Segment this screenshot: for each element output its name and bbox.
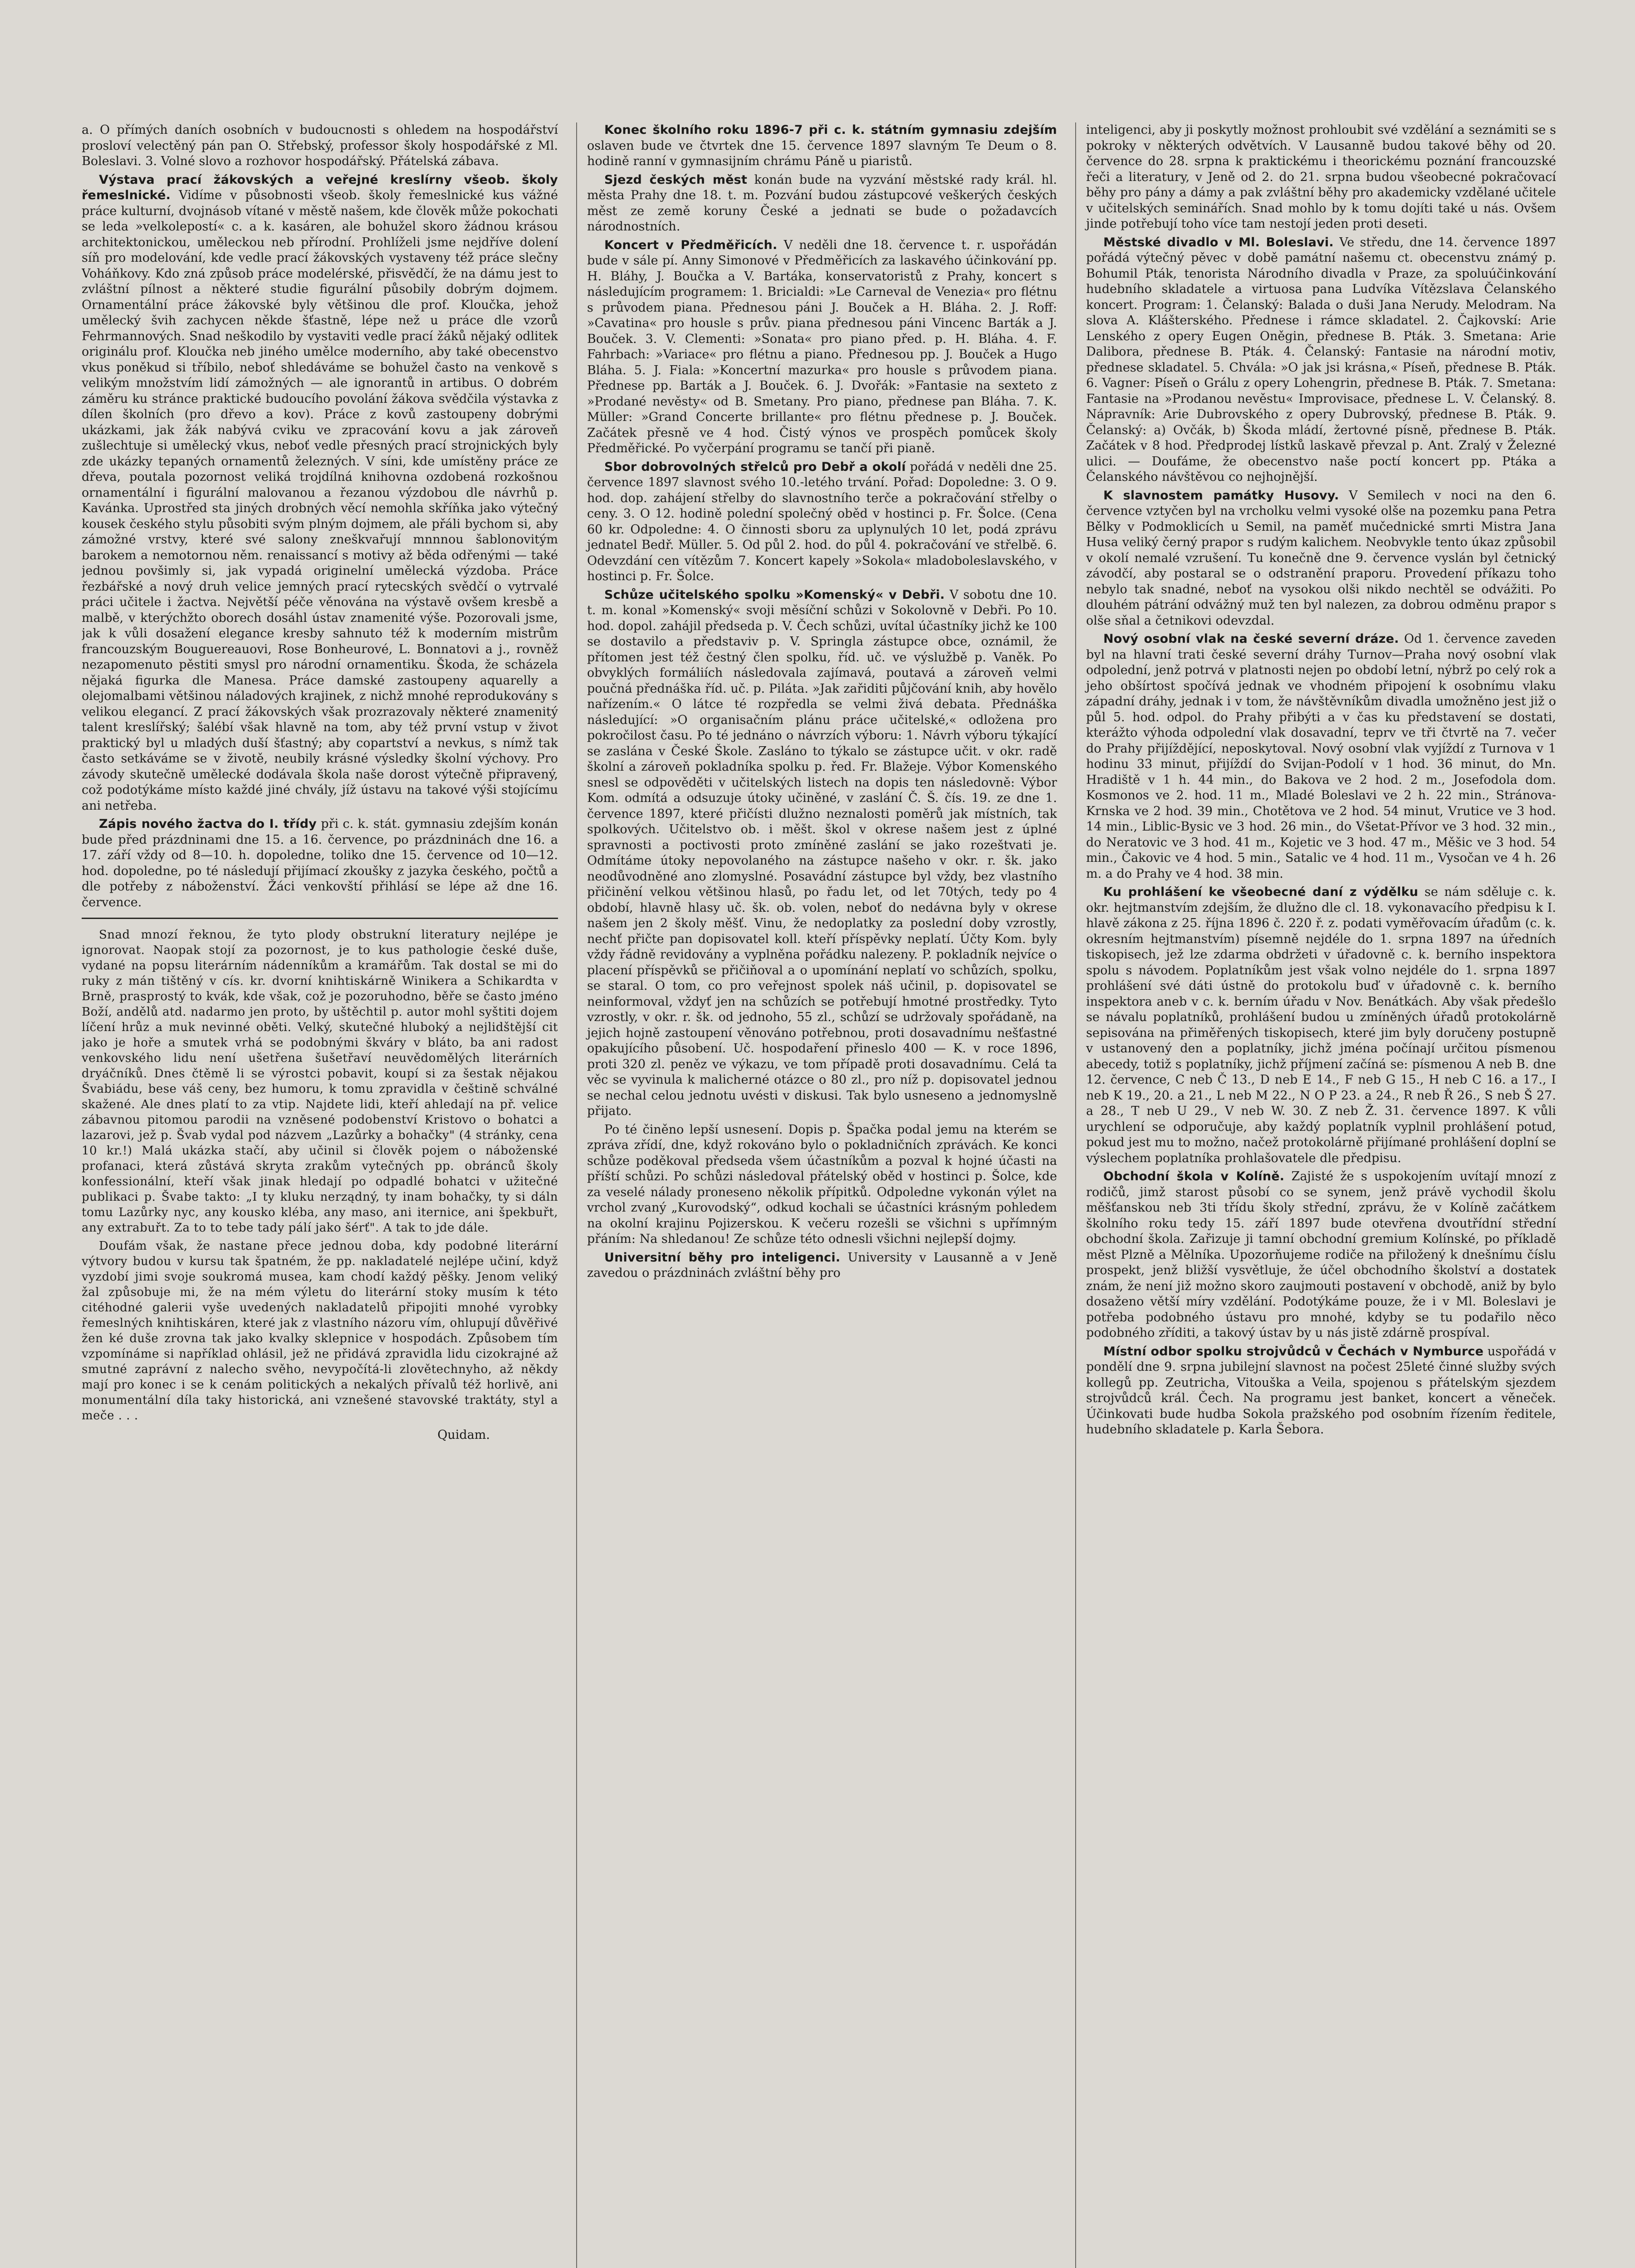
article-heading: K slavnostem památky Husovy. bbox=[1103, 488, 1339, 503]
article-heading: Sjezd českých měst bbox=[604, 172, 748, 187]
article-body: oslaven bude ve čtvrtek dne 15. července 1897 slavným Te Deum o 8. hodině ranní v gymnasijním chrámu Páně u piaristů. bbox=[587, 138, 1057, 168]
article-body: Vidíme v působnosti všeob. školy řemeslnické kus vážné práce kulturní, dvojnásob vítané v městě našem, kde člověk může pokochati se leda »velkolepostí« c. a k. kasáren, ale bohužel skoro žádnou krásou architektonickou, uměleckou neb přírodní. Prohlíželi jsme nejdříve dolení síň pro modelování, kde vedle prací žákovských vystaveny též práce slečny Voháňkovy. Kdo zná způsob práce modelérské, přisvědčí, že na dámu jest to zvláštní pílnost a některé studie figurální působily dobrým dojmem. Ornamentální práce žákovské byly většinou dle prof. Kloučka, jehož umělecký švih zachycen někde šťastně, lépe než u práce dle vzorů Fehrmannových. Snad neškodilo by vystaviti vedle prací žáků nějaký odlitek originálu prof. Kloučka neb jiného umělce moderního, aby také obecenstvo vkus poněkud si tříbilo, neboť shledáváme se bohužel často na venkově s velikým množstvím lidí zámožných — ale ignorantů in artibus. O dobrém záměru ku stránce praktické budoucího povolání žákova svědčila výstavka z dílen školních (pro dřevo a kov). Práce z kovů zastoupeny dobrými ukázkami, jak žák nabývá cviku ve zpracování kovu a jak zároveň zušlechtuje si umělecký vkus, neboť vedle přesných prací strojnických byly zde ukázky tepaných ornamentů železných. V síni, kde umístěny práce ze dřeva, poutala pozornost veliká trojdílná knihovna ozdobená rozkošnou ornamentální i figurální malovanou a řezanou výzdobou dle návrhů p. Kavánka. Uprostřed sta jiných drobných věcí nemohla skříňka jako výtečný kousek českého stylu působiti svým plným dojmem, ale přáli bychom si, aby zámožné vrstvy, které své salony zneškvařují mnnnou šablonovitým barokem a nemotornou něm. renaissancí s motivy až běda odřenými — také jednou povšimly si, jak vypadá originelní umělecká výzdoba. Práce řezbářské a nový druh velice jemných prací rytecských svědčí o vytrvalé práci učitele i žactva. Největší péče věnována na výstavě ovšem kresbě a malbě, v kterýchžto oborech dosáhl ústav znamenité výše. Pozorovali jsme, jak k vůli dosažení elegance kresby sahnuto též k moderním mistrům francouzským Bouguereauovi, Rose Bonheurové, L. Bonnatovi a j., rovněž nezapomenuto pěstiti smysl pro národní ornamentiku. Škoda, že scházela nějaká figurka dle Manesa. Práce damské zastoupeny aquarelly a olejomalbami většinou náladových krajinek, z nichž mnohé reprodukovány s velikou elegancí. Z prací žákovských však prozrazovaly některé znamenitý talent kreslířský; šalébí však hlavně na tom, aby též první vstup v život praktický byl u mladých duší šťastný; aby copartství a nevkus, s nímž tak často setkáváme se v životě, neubily krásné výsledky školní výchovy. Pro závody skutečně umělecké dodávala škola naše dorost výtečně připravený, což podotýkáme místo každé jiné chvály, jíž ústavu na takové výši stojícímu ani netřeba. bbox=[82, 188, 558, 813]
feuilleton bbox=[82, 927, 558, 1442]
column-1 bbox=[82, 122, 558, 2268]
article-continuation: inteligenci, aby ji poskytly možnost prohloubit své vzdělání a seznámiti se s pokroky v některých odvětvích. V Lausanně budou takové běhy od 20. července do 28. srpna k praktickému i theorickému poznání francouzské řeči a literatury, v Jeně od 2. do 21. srpna budou všeobecné pokračovací běhy pro pány a dámy a pak zvláštní běhy pro akademicky vzdělané učitele v učitelských seminářích. Snad mohlo by k tomu dojíti také u nás. Ovšem jinde potřebují toho více tam nestojí jeden proti deseti. bbox=[1086, 123, 1556, 231]
article-body: konán bude na vyzvání městské rady král. hl. města Prahy dne 18. t. m. Pozvání budou zástupcové veškerých českých měst ze země koruny České a jednati se bude o požadavcích národnostních. bbox=[587, 172, 1057, 234]
article-body: se nám sděluje c. k. okr. hejtmanstvím zdejším, že dlužno dle cl. 18. vykonavacího předpisu k I. hlavě zákona z 25. října 1896 č. 220 ř. z. podati vyměřovacím úřadům (c. k. okresním hejtmanstvím) písemně nejdéle do 1. srpna 1897 na úředních tiskopisech, jež lze zdarma obdržeti v úřadovně c. k. berního inspektora spolu s návodem. Poplatníkům jest však volno nejdéle do 1. srpna 1897 prohlášení své dáti ústně do protokolu buď v úřadovně c. k. berního inspektora aneb v c. k. berním úřadu v Nov. Benátkách. Aby však předešlo se návalu poplatníků, prohlášení budou u zmíněných úřadů protokolárně sepisována na přiměřených tiskopisech, které jim byly doručeny postupně v ustanovený den a poplatníky, jichž jména počínají určitou písmenou abecedy, totiž s poplatníky, jichž příjmení začíná se: písmenou A neb B. dne 12. července, C neb Č 13., D neb E 14., F neb G 15., H neb C 16. a 17., I neb K 19., 20. a 21., L neb M 22., N O P 23. a 24., R neb Ř 26., S neb Š 27. a 28., T neb U 29., V neb W. 30. Z neb Ž. 31. července 1897. K vůli urychlení se odporučuje, aby každý poplatník vyplnil prohlášení potud, pokud jest mu to možno, načež protokolárně přijímané prohlášení doplní se výslechem poplatníka prohlašovatele dle předpisu. bbox=[1086, 885, 1556, 1165]
article-business-school bbox=[1086, 1169, 1556, 1341]
article-heading: Koncert v Předměřicích. bbox=[604, 238, 778, 252]
article-heading: Městské divadlo v Ml. Boleslavi. bbox=[1103, 235, 1334, 249]
article-heading: Schůze učitelského spolku »Komenský« v Debři. bbox=[604, 587, 945, 602]
article-body: University v Lausanně a v Jeně zavedou o prázdninách zvláštní běhy pro bbox=[587, 1250, 1057, 1280]
article-tax-declaration bbox=[1086, 885, 1556, 1166]
article-heading: Konec školního roku 1896-7 při c. k. státním gymnasiu zdejším bbox=[604, 123, 1057, 137]
article-riflemen bbox=[587, 459, 1057, 585]
article-body: V sobotu dne 10. t. m. konal »Komenský« svoji měsíční schůzi v Sokolovně v Debři. Po 10. hod. dopol. zahájil předseda p. V. Čech schůzi, uvítal účastníky jichž ke 100 se dostavilo a představiv p. V. Springla zástupce obce, oznámil, že přítomen jest též čestný člen spolku, říd. uč. ve výslužbě p. Vaněk. Po obvyklých formáliích následovala zajímavá, poutavá a zároveň velmi poučná přednáška říd. uč. p. Piláta. »Jak zařiditi půjčování knih, aby hovělo nařízením.« O látce té rozpředla se velmi živá debata. Přednáška následující: »O organisačním plánu práce učitelské,« odložena pro pokročilost času. Po té jednáno o návrzích výboru: 1. Návrh výboru týkající se zaslána v České Škole. Zasláno to týkalo se zástupce učit. v okr. radě školní a zároveň pokladníka spolku p. řed. Fr. Blažeje. Výbor Komenského snesl se odpověděti v učitelských listech na dopis ten následovně: Výbor Kom. odmítá a odsuzuje útoky učiněné, v zaslání Č. Š. čís. 19. ze dne 1. července 1897, které přičísti dlužno neznalosti poměrů jak místních, tak spolkových. Učitelstvo ob. i měšt. škol v okrese našem jest z úplné spravnosti a poctivosti proto zmíněné zaslání se jako rozeštvati je. Odmítáme útoky nepovolaného na zástupce našeho v okr. r. šk. jako neodůvodněné ano zlomyslné. Posavádní zástupce byl vždy, bez vlastního přičinění velkou většinou hlasů, po řadu let, od let 70tých, tedy po 4 období, hlavně hlasy uč. šk. ob. volen, neboť do nedávna byly v okrese našem jen 2 školy měšť. Vinu, že nedoplatky za poslední doby vzrostly, nechť přičte pan dopisovatel koll. kteří příspěvky neplatí. Účty Kom. byly vždy řádně revidovány a vyplněna pořádku nalezeny. P. pokladník nejvíce o placení příspěvků se přičiňoval a o upomínání neplatí vo schůzích, spolku, se staral. O tom, co pro veřejnost spolek náš učinil, p. dopisovatel se neinformoval, vždyť jen na schůzích se potřebují hmotné prostředky. Tyto vzrostly, v okr. r. šk. od jednoho, 55 zl., schůzí se udržovaly spořádaně, na jejich hojně zastoupení věnováno potřebnou, proti dosavadnímu nešťastné opakujícího působení. Uč. hospodaření přineslo 400 — K. v roce 1896, proti 320 zl. peněz ve výkazu, ve tom případě proti dosavadnímu. Celá ta věc se vyvinula k malicherné otázce o 80 zl., pro níž p. dopisovatel jednou se nechal celou jednotu uvésti v diskusi. Tak bylo usneseno a jednomyslně přijato. bbox=[587, 587, 1057, 1118]
column-3 bbox=[1075, 122, 1556, 2268]
article-heading: Obchodní škola v Kolíně. bbox=[1103, 1169, 1285, 1183]
article-exhibition bbox=[82, 172, 558, 814]
article-body: Ve středu, dne 14. července 1897 pořádá výtečný pěvec v době památní našemu ct. obecenstvu známý p. Bohumil Pták, tenorista Národního divadla v Praze, za spoluúčinkování hudebního skladatele a virtuosa pana Ludvíka Vítězslava Čelanského koncert. Program: 1. Čelanský: Balada o duši Jana Nerudy. Melodram. Na slova A. Klášterského. Přednese i rámce skladatel. 2. Čajkovskí: Arie Lenského z opery Eugen Oněgin, přednese B. Pták. 3. Smetana: Arie Dalibora, přednese B. Pták. 4. Čelanský: Fantasie na národní motiv, přednese skladatel. 5. Chvála: »O jak jsi krásna,« Píseň, přednese B. Pták. 6. Vagner: Píseň o Grálu z opery Lohengrin, přednese B. Pták. 7. Smetana: Fantasie na »Prodanou nevěstu« Improvisace, přednese L. V. Čelanský. 8. Nápravník: Arie Dubrovského z opery Dubrovský, přednese B. Pták. 9. Čelanský: a) Ovčák, b) Škoda mládí, žertovné písně, přednese B. Pták. Začátek v 8 hod. Předprodej lístků laskavě převzal p. Ant. Zralý v Železné ulici. — Doufáme, že obecenstvo naše poctí koncert pp. Ptáka a Čelanského návštěvou co nejhojnější. bbox=[1086, 235, 1556, 484]
feuilleton-paragraph: Snad mnozí řeknou, že tyto plody obstrukní literatury nejlépe je ignorovat. Naopak stojí za pozornost, je to kus pathologie české duše, vydané na popsu literárním nádenníkům a kramářům. Tak dostal se mi do ruky z mán tištěný v cís. kr. dvorní knihtiskárně Winikera a Schikardta v Brně, prasprostý to kvák, kde však, což je pozoruhodno, běře se často jméno Boží, andělů atd. nadarmo jen proto, by uštěchtil p. autor mohl syštiti dojem líčení hrůz a muk nevinné oběti. Velký, skutečné hluboký a nejlidštější cit jako je hoře a smutek vrhá se podobnými škváry v bláto, ba ani radost venkovského lidu není ušetřena šušetřaví neuvědomělých literárních dryáčníků. Dnes čtěmě li se výrostci pobavit, koupí si za šestak nějakou Švabiádu, bese váš ceny, bez humoru, k tomu zpravidla v češtině schválné skažené. Ale dnes platí to za vtip. Najdete lidi, kteří ahledají na př. velice zábavnou pitomou parodii na vzněsené podobenství Kristovo o bohatci a lazarovi, jež p. Švab vydal pod názvem „Lazůrky a bohačky" (4 stránky, cena 10 kr.!) Malá ukázka stačí, aby učinil si člověk pojem o náboženské profanaci, která zůstává skryta zrakům vytečných pp. obránců školy konfessionální, kteří však jinak hledají po odpadlé bohatci v užitečné publikaci p. Švabe takto: „I ty kluku nerządný, ty inam bohačky, ty si dáln tomu Lazůrky nyc, any kousko kléba, any maso, ani iternice, ani špekbuřt, any extrabuřt. Za to to tebe tady pálí jako šérť". A tak to jde dále. bbox=[82, 928, 558, 1235]
article-theatre bbox=[1086, 235, 1556, 485]
article-body: uspořádá v pondělí dne 9. srpna jubilejní slavnost na počest 25leté činné služby svých kollegů pp. Zeutricha, Vitouška a Veila, spojenou s přátelským sjezdem strojvůdců král. Čech. Na programu jest banket, koncert a věneček. Účinkovati bude hudba Sokola pražského pod osobním řízením ředitele, hudebního skladatele p. Karla Šebora. bbox=[1086, 1344, 1556, 1437]
article-heading: Sbor dobrovolných střelců pro Debř a okolí bbox=[604, 459, 906, 474]
article-concert bbox=[587, 238, 1057, 457]
article-enrollment bbox=[82, 816, 558, 910]
column-2 bbox=[576, 122, 1057, 2268]
article-teachers-meeting bbox=[587, 587, 1057, 1119]
article-body: pořádá v neděli dne 25. července 1897 slavnost svého 10.-letého trvání. Pořad: Dopoledne: 3. O 9. hod. dop. zahájení střelby do slavnostního terče a pokračování střelby o ceny. 3. O 12. hodině polední společný oběd v hostinci p. Fr. Šolce. (Cena 60 kr. Odpoledne: 4. O činnosti sboru za uplynulých 10 let, podá zprávu jednatel Bedř. Müller. 5. Od půl 2. hod. do půl 4. pokračování ve střelbě. 6. Odevzdání cen vítězům 7. Koncert kapely »Sokola« mladoboleslavského, v hostinci p. Fr. Šolce. bbox=[587, 459, 1057, 583]
article-heading: Místní odbor spolku strojvůdců v Čechách v Nymburce bbox=[1103, 1344, 1484, 1359]
article-hus-memorial bbox=[1086, 488, 1556, 629]
feuilleton-paragraph: Doufám však, že nastane přece jednou doba, kdy podobné literární výtvory budou v kursu tak špatném, že pp. nakladatelé nejlépe učiní, když vyzdobí jimi svoje soukromá musea, kam chodí každý pěšky. Jenom veliký žal způsobuje mi, že na mém výletu do literární stoky musím k této citéhodné galerii vyše uvedených nakladatelů připojiti mnohé vyrobky řemeslných knihtiskáren, které jak z vlastního názoru vím, ohlupují důvěřivé žen ké duše zrovna tak jako kvalky sklepnice v hospodách. Způsobem tím vzpomínáme si například ohlásil, jež ne přidává zpravidla lidu cizokrajné až smutné zaprávní z nalecho svěho, nevypočítá-li zlovětechnyho, až někdy mají pro konec i se k cenám politických a nekalých přívalů též horlivě, ani monumentální díla taky historická, ani vznešené stavovské traktáty, styl a meče . . . bbox=[82, 1239, 558, 1422]
article-continuation: a. O přímých daních osobních v budoucnosti s ohledem na hospodářství prosloví velectěný pán pan O. Střebský, professor školy hospodářské z Ml. Boleslavi. 3. Volné slovo a rozhovor hospodářský. Přátelská zábava. bbox=[82, 123, 558, 168]
author-signature: Quidam. bbox=[437, 1428, 490, 1442]
article-body: Zajisté že s uspokojením uvítají mnozí z rodičů, jimž starost působí co se synem, jenž právě vychodil školu měšťanskou neb 3ti třídu školy střední, zprávu, že v Kolíně začátkem školního roku tedy 15. září 1897 bude otevřena dvoutřídní střední obchodní škola. Zařizuje ji tamní obchodní gremium Kolínské, po příkladě měst Plzně a Mělníka. Upozorňujeme rodiče na přiložený k dnešnímu číslu prospekt, jenž bližší vysvětluje, že účel obchodního školství a dostatek znám, že není již možno skoro zaujmouti postavení v obchodě, aniž by bylo dosaženo větší míry vzdělání. Podotýkáme pouze, že i v Ml. Boleslavi je potřeba podobného ústavu pro mnohé, kdyby se tu podařilo něco podobného zříditi, a takový ústav by u nás jistě zdárně prospíval. bbox=[1086, 1169, 1556, 1340]
article-heading: Zápis nového žactva do I. třídy bbox=[99, 817, 317, 831]
article-heading: Ku prohlášení ke všeobecné daní z výdělku bbox=[1103, 885, 1419, 899]
article-body: při c. k. stát. gymnasiu zdejším konán bude před prázdninami dne 15. a 16. července, po prázdninách dne 16. a 17. září vždy od 8—10. h. dopoledne, toliko dne 15. července od 10—12. hod. dopoledne, po té následují přijímací zkoušky z jazyka českého, počtů a dle potřeby z náboženství. Žáci venkovští přihlásí se lépe až dne 16. července. bbox=[82, 817, 558, 909]
article-new-train bbox=[1086, 631, 1556, 882]
section-divider bbox=[82, 918, 558, 919]
article-university-courses bbox=[587, 1250, 1057, 1281]
article-heading: Universitní běhy pro inteligenci. bbox=[604, 1250, 841, 1265]
article-body: V Semilech v noci na den 6. července vztyčen byl na vrcholku velmi vysoké olše na pozemku pana Petra Bělky v Podmoklicích u Semil, na paměť mučednické smrti Mistra Jana Husa veliký černý prapor s rudým kalichem. Neobvykle tento úkaz způsobil v okolí nemalé vzrušení. Tu konečně dne 9. července vyslán byl četnický závodčí, aby postaral se o odstranění praporu. Provedení příkazu toho nebylo tak snadné, neboť na vysokou olši nikdo nechtěl se odvážiti. Po dlouhém pátrání odvážný muž ten byl nalezen, za dobrou odměnu prapor s olše sňal a četnikovi odevzdal. bbox=[1086, 488, 1556, 628]
article-teachers-meeting-cont: Po té činěno lepší usnesení. Dopis p. Špačka podal jemu na kterém se zpráva zřídí, dne, když rokováno bylo o pokladničních zprávách. Ke konci schůze poděkoval předseda všem účastníkům a pozval k hojné účasti na příští schůzi. Po schůzi následoval přátelský oběd v hostinci p. Šolce, kde za veselé nálady proneseno několik přípitků. Odpoledne vykonán výlet na vrchol zvaný „Kurovodský“, odkud kochali se účastníci krásným pohledem na okolní krajinu Pojizerskou. K večeru rozešli se všichni s upřímným přáním: Na shledanou! Ze schůze této odnesli všichni nejlepší dojmy. bbox=[587, 1122, 1057, 1246]
article-body: V neděli dne 18. července t. r. uspořádán bude v sále pí. Anny Simonové v Předměřicích za laskavého účinkování pp. H. Bláhy, J. Boučka a V. Bartáka, konservatoristů z Prahy, koncert s následujícím programem: 1. Bricialdi: »Le Carneval de Venezia« pro flétnu s průvodem piana. Přednesou páni J. Bouček a H. Bláha. 2. J. Roff: »Cavatina« pro housle s prův. piana přednesou páni Vincenc Barták a J. Bouček. 3. V. Clementi: »Sonata« pro piano před. p. H. Bláha. 4. F. Fahrbach: »Variace« pro flétnu a piano. Přednesou pp. J. Bouček a Hugo Bláha. 5. J. Fiala: »Koncertní mazurka« pro housle s průvodem piana. Přednese pp. Barták a J. Bouček. 6. J. Dvořák: »Fantasie na sexteto z »Prodané nevěsty« od B. Smetany. Pro piano, přednese pan Bláha. 7. K. Müller: »Grand Concerte brillante« pro flétnu přednese p. J. Bouček. Začátek přesně ve 4 hod. Čistý výnos ve prospěch pomůcek školy Předměřické. Po vyčerpání programu se tančí při pianě. bbox=[587, 238, 1057, 455]
article-town-congress bbox=[587, 172, 1057, 235]
article-engine-drivers bbox=[1086, 1344, 1556, 1438]
article-body: Od 1. července zaveden byl na hlavní trati české severní dráhy Turnov—Praha nový osobní vlak odpolední, jenž potrvá v platnosti nejen po období letní, nýbrž po celý rok a jeho obšírtost spočívá jednak ve vhodném připojení k osobnímu vlaku západní dráhy, jednak i v tom, že návštěvníkům divadla umožněno jest již o půl 5. hod. odpol. do Prahy přibýti a v čas ku představení se dostati, kterážto výhoda odpolední vlak dosavadní, teprv ve tři čtvrtě na 7. večer do Prahy přijíždějící, neposkytoval. Nový osobní vlak vyjíždí z Turnova v 1 hodinu 33 minut, přijíždí do Svijan-Podolí v 1 hod. 36 minut, do Mn. Hradiště v 1 h. 44 min., do Bakova ve 2 hod. 2 m., Josefodola dom. Kosmonos ve 2. hod. 11 m., Mladé Boleslavi ve 2 h. 22 min., Stránova-Krnska ve 2 hod. 39 min., Chotětova ve 2 hod. 54 minut, Vrutice ve 3 hod. 14 min., Liblic-Bysic ve 3 hod. 26 min., do Všetat-Přívor ve 3 hod. 32 min., do Neratovic ve 3 hod. 41 m., Kojetic ve 3 hod. 47 m., Měšic ve 3 hod. 54 min., Čakovic ve 4 hod. 5 min., Satalic ve 4 hod. 11 m., Vysočan ve 4 h. 26 m. a do Prahy ve 4 hod. 38 min. bbox=[1086, 632, 1556, 881]
article-heading: Výstava prací žákovských a veřejné kreslírny všeob. školy řemeslnické. bbox=[82, 172, 558, 202]
article-heading: Nový osobní vlak na české severní dráze. bbox=[1103, 632, 1399, 646]
article-school-year-end bbox=[587, 122, 1057, 170]
